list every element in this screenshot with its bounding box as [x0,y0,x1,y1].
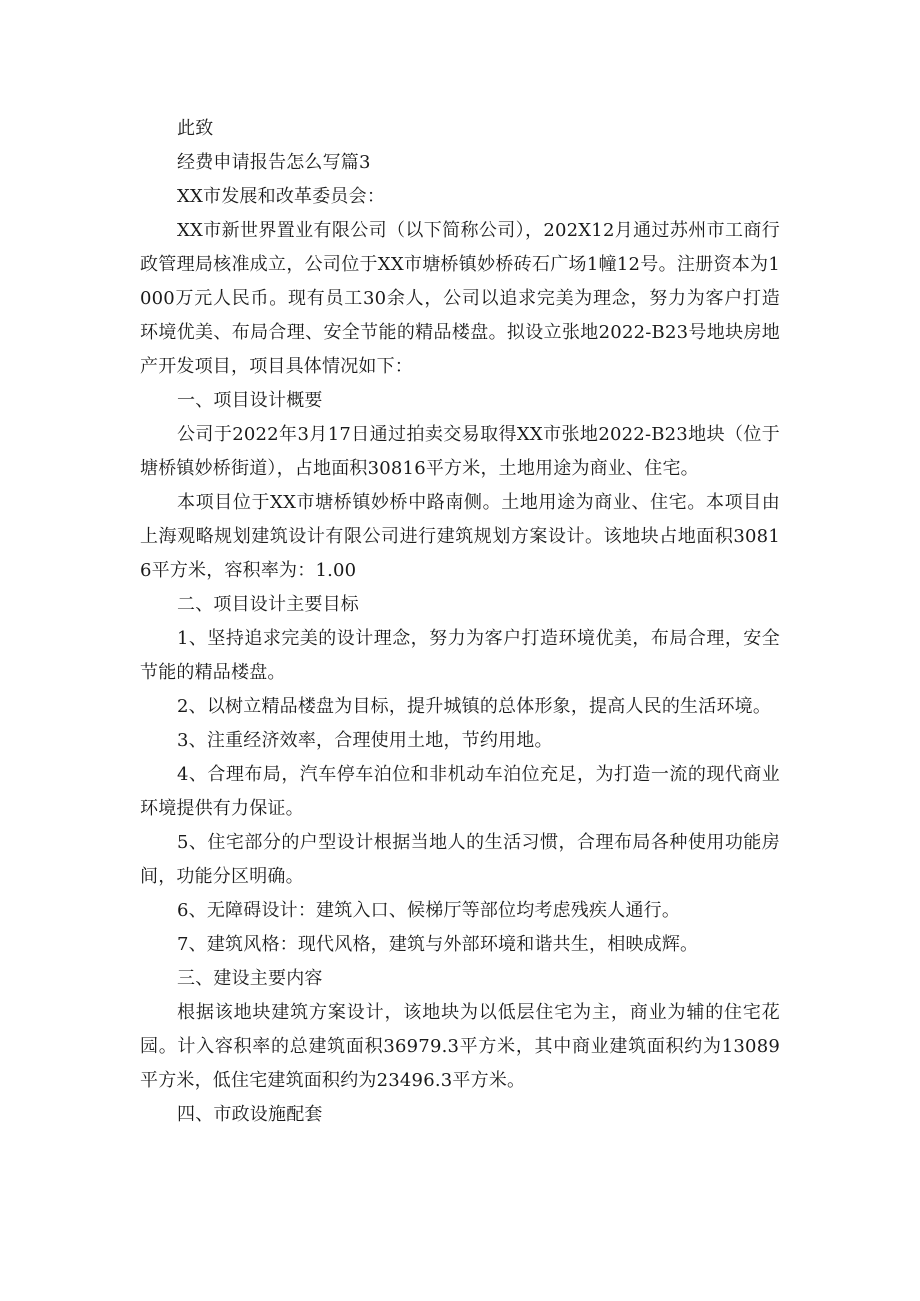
goal-item-4: 4、合理布局，汽车停车泊位和非机动车泊位充足，为打造一流的现代商业环境提供有力保证。 [140,764,780,819]
heading-construction-content: 三、建设主要内容 [177,968,323,989]
land-acquisition-paragraph: 公司于2022年3月17日通过拍卖交易取得XX市张地2022-B23地块（位于塘桥镇妙桥街道），占地面积30816平方米，土地用途为商业、住宅。 [140,424,780,479]
goal-item-5: 5、住宅部分的户型设计根据当地人的生活习惯，合理布局各种使用功能房间，功能分区明确。 [140,832,780,887]
closing-salutation: 此致 [177,118,214,139]
section-title: 经费申请报告怎么写篇3 [177,152,371,173]
document-body [140,112,780,1132]
project-location-paragraph: 本项目位于XX市塘桥镇妙桥中路南侧。土地用途为商业、住宅。本项目由上海观略规划建筑设计有限公司进行建筑规划方案设计。该地块占地面积30816平方米，容积率为：1.00 [140,492,780,581]
goal-item-6: 6、无障碍设计：建筑入口、候梯厅等部位均考虑残疾人通行。 [177,900,681,921]
goal-item-7: 7、建筑风格：现代风格，建筑与外部环境和谐共生，相映成辉。 [177,934,699,955]
heading-project-overview: 一、项目设计概要 [177,390,323,411]
heading-municipal-facilities: 四、市政设施配套 [177,1104,323,1125]
goal-item-1: 1、坚持追求完美的设计理念，努力为客户打造环境优美，布局合理，安全节能的精品楼盘。 [140,628,780,683]
construction-content-paragraph: 根据该地块建筑方案设计，该地块为以低层住宅为主，商业为辅的住宅花园。计入容积率的总建筑面积36979.3平方米，其中商业建筑面积约为13089平方米，低住宅建筑面积约为23496.3平方米。 [140,1002,780,1091]
addressee: XX市发展和改革委员会： [177,186,386,207]
goal-item-2: 2、以树立精品楼盘为目标，提升城镇的总体形象，提高人民的生活环境。 [177,696,772,717]
goal-item-3: 3、注重经济效率，合理使用土地，节约用地。 [177,730,553,751]
company-intro-paragraph: XX市新世界置业有限公司（以下简称公司），202X12月通过苏州市工商行政管理局核准成立，公司位于XX市塘桥镇妙桥砖石广场1幢12号。注册资本为1000万元人民币。现有员工30余人，公司以追求完美为理念，努力为客户打造环境优美、布局合理、安全节能的精品楼盘。拟设立张地2022-B23号地块房地产开发项目，项目具体情况如下： [140,220,780,377]
heading-design-goals: 二、项目设计主要目标 [177,594,359,615]
